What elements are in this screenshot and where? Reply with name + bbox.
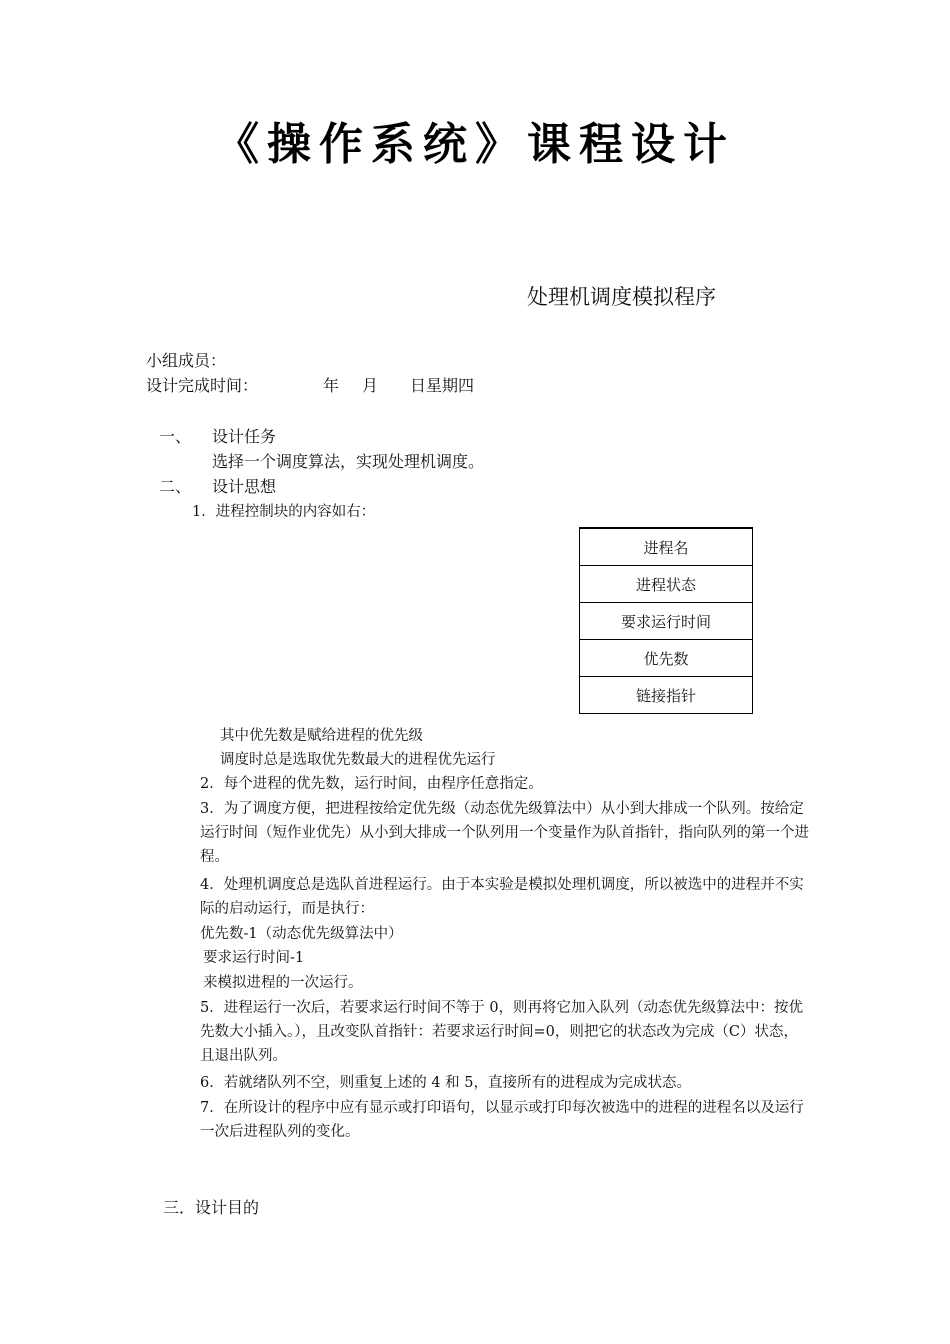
item-2: 2．每个进程的优先数，运行时间，由程序任意指定。 — [200, 776, 543, 792]
item-6: 6．若就绪队列不空，则重复上述的 4 和 5，直接所有的进程成为完成状态。 — [200, 1075, 692, 1091]
item-4-line1: 优先数-1（动态优先级算法中） — [200, 926, 403, 942]
section2-heading: 设计思想 — [212, 477, 277, 496]
section1-text: 选择一个调度算法，实现处理机调度。 — [212, 452, 485, 471]
note-priority: 其中优先数是赋给进程的优先级 — [220, 728, 423, 744]
pcb-field: 要求运行时间 — [580, 603, 753, 640]
pcb-table — [579, 527, 753, 714]
section1-number: 一、 — [159, 427, 192, 446]
note-scheduling: 调度时总是选取优先数最大的进程优先运行 — [220, 752, 496, 768]
pcb-field: 链接指针 — [580, 677, 753, 714]
members-label: 小组成员： — [146, 351, 227, 370]
completion-day-weekday: 日星期四 — [410, 376, 475, 395]
section2-number: 二、 — [159, 477, 192, 496]
item-7: 7．在所设计的程序中应有显示或打印语句，以显示或打印每次被选中的进程的进程名以及运行一次后进程队列的变化。 — [200, 1100, 804, 1140]
completion-year: 年 — [323, 376, 340, 395]
item-3: 3．为了调度方便，把进程按给定优先级（动态优先级算法中）从小到大排成一个队列。按给定运行时间（短作业优先）从小到大排成一个队列用一个变量作为队首指针，指向队列的第一个进程。 — [200, 801, 809, 865]
section1-heading: 设计任务 — [212, 427, 277, 446]
document-title: 《操作系统》课程设计 — [215, 119, 735, 170]
document-subtitle: 处理机调度模拟程序 — [527, 285, 716, 309]
completion-month: 月 — [362, 376, 379, 395]
pcb-field: 进程状态 — [580, 566, 753, 603]
item-4: 4．处理机调度总是选队首进程运行。由于本实验是模拟处理机调度，所以被选中的进程并不实际的启动运行，而是执行： — [200, 877, 804, 917]
pcb-field: 优先数 — [580, 640, 753, 677]
pcb-field: 进程名 — [580, 528, 753, 566]
section3-heading: 三．设计目的 — [163, 1198, 260, 1217]
item-5: 5．进程运行一次后，若要求运行时间不等于 0，则再将它加入队列（动态优先级算法中：按优先数大小插入。），且改变队首指针：若要求运行时间=0，则把它的状态改为完成（C）状态，且退出队列。 — [200, 1000, 804, 1064]
item-1: 1．进程控制块的内容如右： — [192, 504, 376, 520]
item-4-line2: 要求运行时间-1 — [203, 950, 305, 966]
item-4-line3: 来模拟进程的一次运行。 — [203, 975, 363, 991]
completion-label: 设计完成时间： — [146, 376, 259, 395]
